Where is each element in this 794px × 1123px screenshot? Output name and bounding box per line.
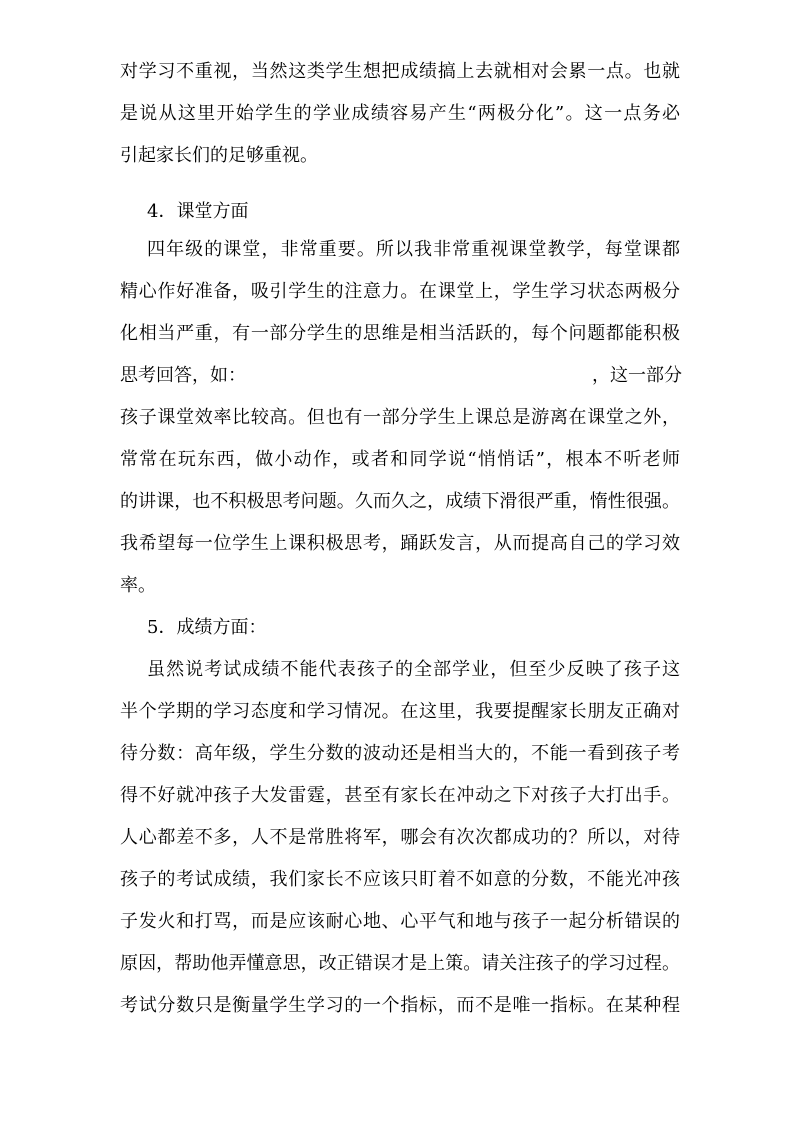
paragraph-line: 待分数：高年级，学生分数的波动还是相当大的，不能一看到孩子考 [120,743,680,764]
paragraph-line: 孩子的考试成绩，我们家长不应该只盯着不如意的分数，不能光冲孩 [120,869,680,890]
paragraph-line: 化相当严重，有一部分学生的思维是相当活跃的，每个问题都能积极 [120,323,680,344]
paragraph-line: 是说从这里开始学生的学业成绩容易产生“两极分化”。这一点务必 [120,103,680,124]
paragraph-text: 思考回答，如： [120,365,246,386]
paragraph-line [120,360,680,392]
section-heading-grades: 5．成绩方面： [147,617,267,638]
paragraph-line: 我希望每一位学生上课积极思考，踊跃发言，从而提高自己的学习效 [120,533,680,554]
paragraph-line: 子发火和打骂，而是应该耐心地、心平气和地与孩子一起分析错误的 [120,911,680,932]
paragraph-line: 原因，帮助他弄懂意思，改正错误才是上策。请关注孩子的学习过程。 [120,953,680,974]
paragraph-line: 常常在玩东西，做小动作，或者和同学说“悄悄话”，根本不听老师 [120,449,680,470]
paragraph-line: 精心作好准备，吸引学生的注意力。在课堂上，学生学习状态两极分 [120,281,680,302]
paragraph-line: 率。 [120,575,156,596]
paragraph-line: 考试分数只是衡量学生学习的一个指标，而不是唯一指标。在某种程 [120,995,680,1016]
paragraph-text: ，这一部分 [592,365,682,386]
paragraph-line: 人心都差不多，人不是常胜将军，哪会有次次都成功的？所以，对待 [120,827,680,848]
section-heading-classroom: 4．课堂方面 [147,201,249,222]
paragraph-line: 的讲课，也不积极思考问题。久而久之，成绩下滑很严重，惰性很强。 [120,491,680,512]
paragraph-line: 对学习不重视，当然这类学生想把成绩搞上去就相对会累一点。也就 [120,61,680,82]
paragraph-line: 孩子课堂效率比较高。但也有一部分学生上课总是游离在课堂之外， [120,407,680,428]
paragraph-line: 四年级的课堂，非常重要。所以我非常重视课堂教学，每堂课都 [147,239,680,260]
paragraph-line: 虽然说考试成绩不能代表孩子的全部学业，但至少反映了孩子这 [147,659,680,680]
paragraph-line: 得不好就冲孩子大发雷霆，甚至有家长在冲动之下对孩子大打出手。 [120,785,680,806]
paragraph-line: 半个学期的学习态度和学习情况。在这里，我要提醒家长朋友正确对 [120,701,680,722]
paragraph-line: 引起家长们的足够重视。 [120,145,318,166]
